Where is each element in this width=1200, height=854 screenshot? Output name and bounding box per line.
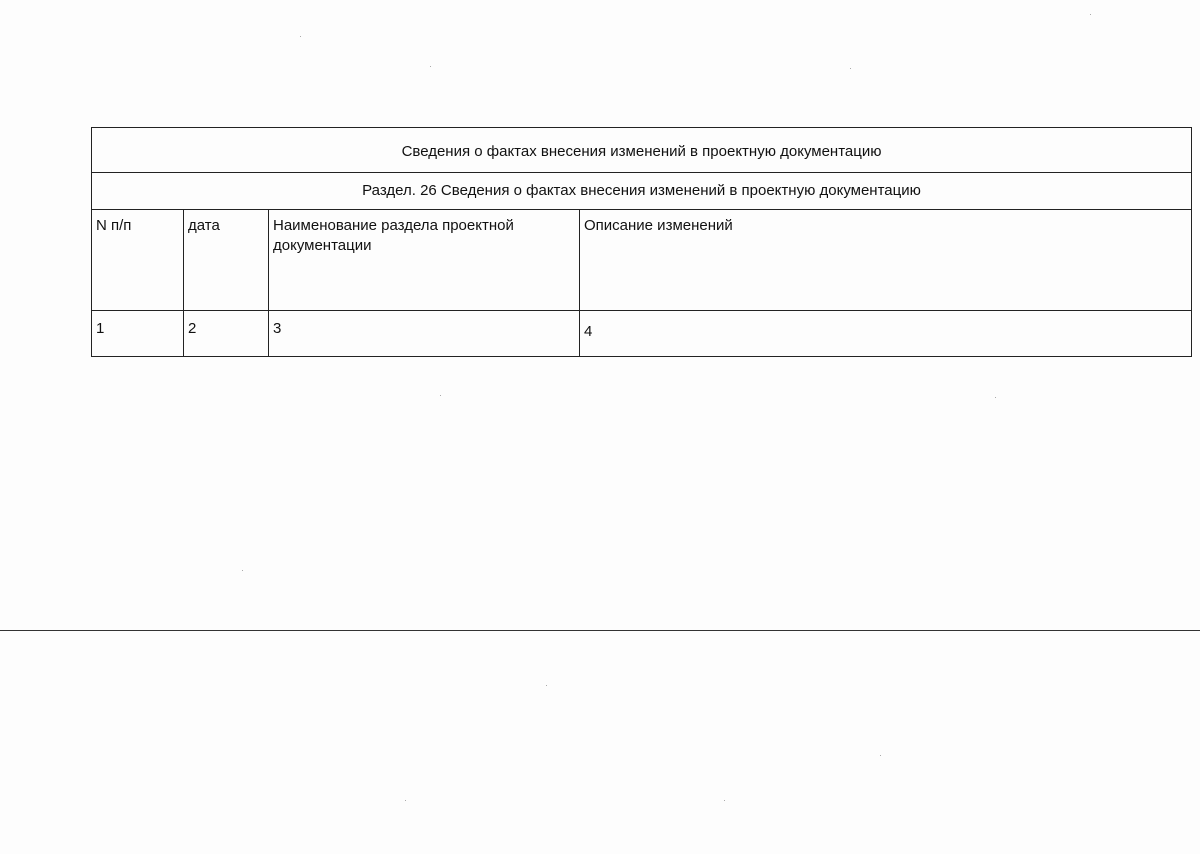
scan-speck <box>405 800 406 801</box>
column-number-4: 4 <box>580 311 1192 357</box>
column-header-section-name: Наименование раздела проектной документации <box>269 210 580 311</box>
scan-speck <box>242 570 243 571</box>
column-number-2: 2 <box>184 311 269 357</box>
scan-speck <box>724 800 725 801</box>
column-header-date: дата <box>184 210 269 311</box>
scan-speck <box>995 397 996 398</box>
scan-speck <box>546 685 547 686</box>
scan-speck <box>440 395 441 396</box>
table-header-row <box>92 210 1192 311</box>
column-number-1: 1 <box>92 311 184 357</box>
scan-speck <box>430 66 431 67</box>
table-title: Сведения о фактах внесения изменений в проектную документацию <box>92 128 1192 173</box>
column-header-description: Описание изменений <box>580 210 1192 311</box>
scan-speck <box>1090 14 1091 15</box>
scan-speck <box>880 755 881 756</box>
column-header-number: N п/п <box>92 210 184 311</box>
section-title: Раздел. 26 Сведения о фактах внесения изменений в проектную документацию <box>92 173 1192 210</box>
scan-speck <box>300 36 301 37</box>
page-divider-line <box>0 630 1200 631</box>
column-number-row <box>92 311 1192 357</box>
table-section-row <box>92 173 1192 210</box>
scan-speck <box>850 68 851 69</box>
column-number-3: 3 <box>269 311 580 357</box>
changes-table <box>91 127 1192 357</box>
table-title-row <box>92 128 1192 173</box>
